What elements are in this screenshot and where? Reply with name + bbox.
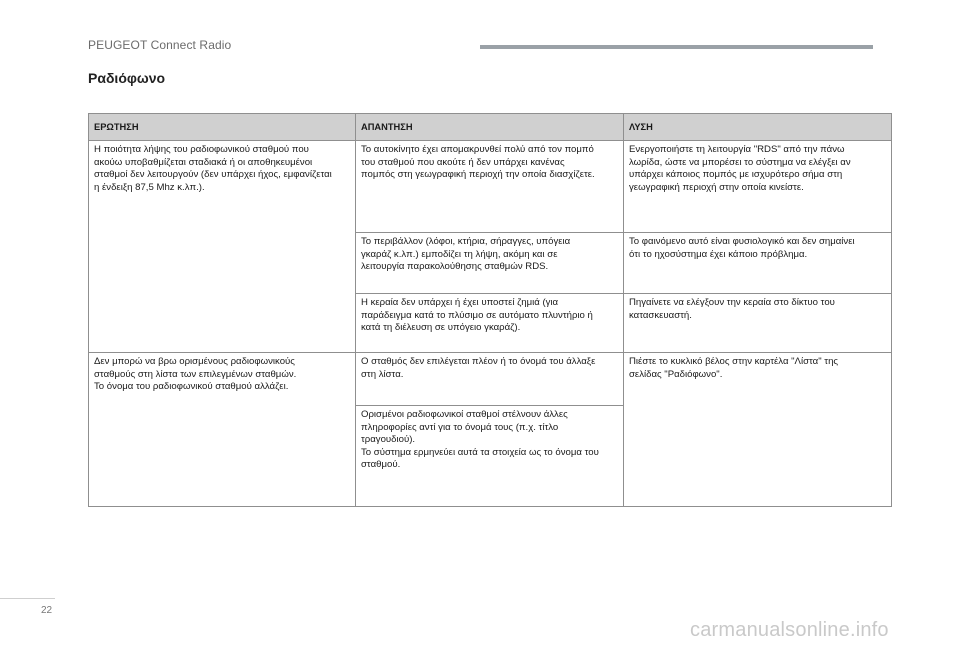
header-divider-bar bbox=[480, 45, 873, 49]
answer-cell bbox=[356, 353, 624, 406]
question-text: Δεν μπορώ να βρω ορισμένους ραδιοφωνικούς σταθμούς στη λίστα των επιλεγμένων σταθμών. Το όνομα του ραδιοφωνικού σταθμού αλλάζει. bbox=[94, 356, 297, 393]
answer-cell bbox=[356, 141, 624, 233]
answer-text: Η κεραία δεν υπάρχει ή έχει υποστεί ζημιά (για παράδειγμα κατά το πλύσιμο σε αυτόματο πλυντήριο ή κατά τη διέλευση σε υπόγειο γκαράζ). bbox=[361, 297, 593, 334]
column-header-question: ΕΡΩΤΗΣΗ bbox=[89, 114, 356, 141]
solution-text: Ενεργοποιήστε τη λειτουργία "RDS" από την πάνω λωρίδα, ώστε να μπορέσει το σύστημα να ελέγξει αν υπάρχει κάποιος πομπός με ισχυρότερο σήμα στη γεωγραφική περιοχή στην οποία κινείστε. bbox=[629, 144, 851, 193]
table-header-row bbox=[89, 114, 892, 141]
footer-divider bbox=[0, 598, 55, 599]
solution-cell bbox=[624, 141, 892, 233]
faq-table bbox=[88, 113, 892, 507]
answer-text: Το αυτοκίνητο έχει απομακρυνθεί πολύ από τον πομπό του σταθμού που ακούτε ή δεν υπάρχει κανένας πομπός στη γεωγραφική περιοχή την οποία διασχίζετε. bbox=[361, 144, 595, 181]
answer-text: Ο σταθμός δεν επιλέγεται πλέον ή το όνομά του άλλαξε στη λίστα. bbox=[361, 356, 596, 380]
document-header-brand: PEUGEOT Connect Radio bbox=[88, 38, 232, 52]
solution-cell bbox=[624, 294, 892, 353]
watermark: carmanualsonline.info bbox=[690, 619, 889, 641]
question-cell bbox=[89, 353, 356, 507]
answer-cell bbox=[356, 233, 624, 294]
solution-text: Πιέστε το κυκλικό βέλος στην καρτέλα "Λίστα" της σελίδας "Ραδιόφωνο". bbox=[629, 356, 839, 380]
solution-text: Πηγαίνετε να ελέγξουν την κεραία στο δίκτυο του κατασκευαστή. bbox=[629, 297, 835, 321]
section-title: Ραδιόφωνο bbox=[88, 70, 166, 86]
column-header-solution: ΛΥΣΗ bbox=[624, 114, 892, 141]
answer-cell bbox=[356, 294, 624, 353]
answer-cell bbox=[356, 406, 624, 507]
table-row bbox=[89, 353, 892, 406]
page-number: 22 bbox=[41, 605, 53, 616]
question-text: Η ποιότητα λήψης του ραδιοφωνικού σταθμού που ακούω υποβαθμίζεται σταδιακά ή οι αποθηκευμένοι σταθμοί δεν λειτουργούν (δεν υπάρχει ήχος, εμφανίζεται η ένδειξη 87,5 Mhz κ.λπ.). bbox=[94, 144, 332, 193]
answer-text: Το περιβάλλον (λόφοι, κτήρια, σήραγγες, υπόγεια γκαράζ κ.λπ.) εμποδίζει τη λήψη, ακόμη και σε λειτουργία παρακολούθησης σταθμών RDS. bbox=[361, 236, 571, 273]
solution-cell bbox=[624, 353, 892, 507]
solution-text: Το φαινόμενο αυτό είναι φυσιολογικό και δεν σημαίνει ότι το ηχοσύστημα έχει κάποιο πρόβλημα. bbox=[629, 236, 855, 260]
answer-text: Ορισμένοι ραδιοφωνικοί σταθμοί στέλνουν άλλες πληροφορίες αντί για το όνομά τους (π.χ. τίτλο τραγουδιού). Το σύστημα ερμηνεύει αυτά τα στοιχεία ως το όνομα του σταθμού. bbox=[361, 409, 599, 471]
table-row bbox=[89, 141, 892, 233]
column-header-answer: ΑΠΑΝΤΗΣΗ bbox=[356, 114, 624, 141]
solution-cell bbox=[624, 233, 892, 294]
question-cell bbox=[89, 141, 356, 353]
